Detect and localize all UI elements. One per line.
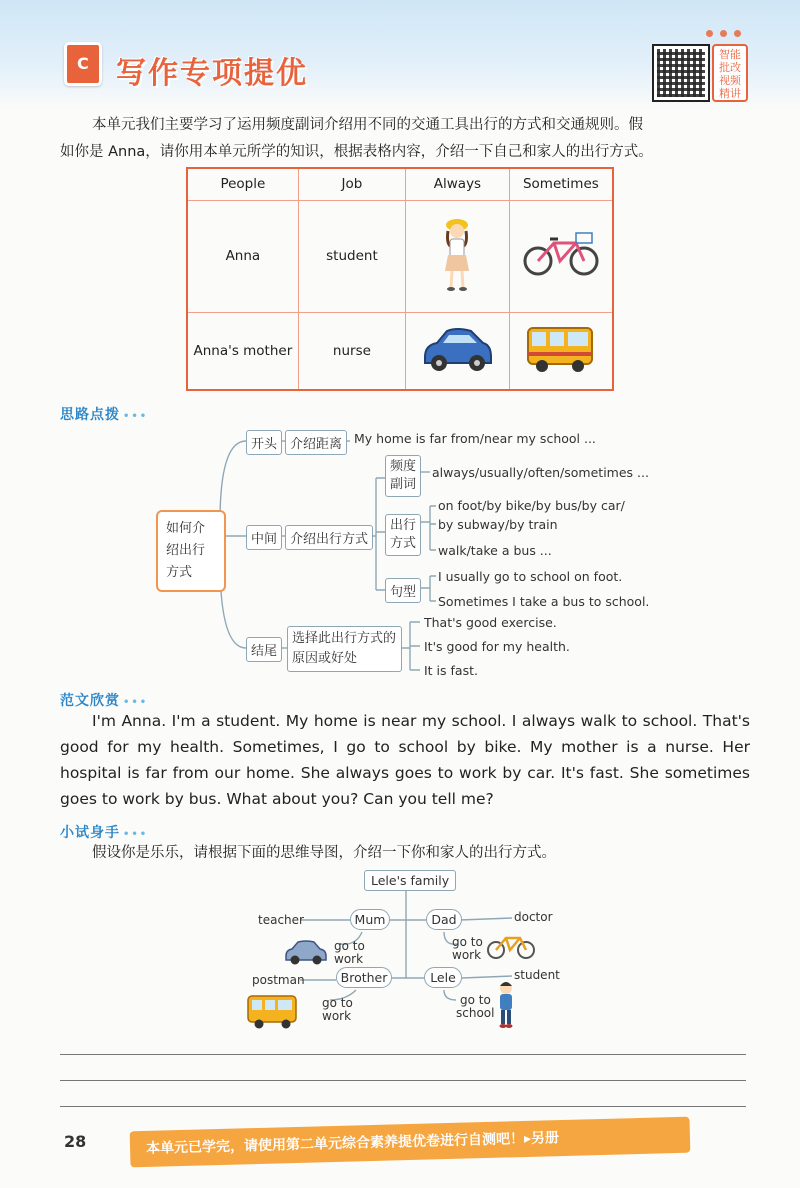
page-title: 写作专项提优 xyxy=(116,56,308,91)
bus-icon xyxy=(524,324,598,374)
mindmap-ending: 结尾 xyxy=(246,637,282,662)
section-model-label: 范文欣赏 xyxy=(60,693,120,709)
family-lele-dest: school xyxy=(456,1006,495,1020)
mindmap-mode-text1: on foot/by bike/by bus/by car/ xyxy=(438,498,625,513)
mindmap-mode: 出行方式 xyxy=(385,514,421,556)
family-brother-dest: work xyxy=(322,1009,352,1023)
writing-line-3[interactable] xyxy=(60,1106,746,1107)
cell-people: Anna xyxy=(187,200,298,312)
col-header-always: Always xyxy=(406,168,510,200)
family-lele-job: student xyxy=(514,968,560,982)
qr-label: 智能批改视频精讲 xyxy=(712,44,748,102)
family-mum-go: go to xyxy=(334,939,365,953)
mum-car-icon xyxy=(284,938,328,966)
car-icon xyxy=(419,323,495,375)
table-row xyxy=(187,312,613,390)
footer-banner: 本单元已学完，请使用第二单元综合素养提优卷进行自测吧！▸另册 xyxy=(130,1117,691,1168)
mindmap-ending-text2: It's good for my health. xyxy=(424,639,570,654)
mindmap-root: 如何介绍出行方式 xyxy=(156,510,226,592)
mindmap-middle-sub: 介绍出行方式 xyxy=(285,525,373,550)
family-mum-dest: work xyxy=(334,952,364,966)
info-table xyxy=(186,167,614,391)
walking-girl-icon xyxy=(437,215,477,293)
mindmap-middle: 中间 xyxy=(246,525,282,550)
mindmap-freq-text: always/usually/often/sometimes ... xyxy=(432,465,649,480)
cell-job: nurse xyxy=(298,312,405,390)
table-header-row xyxy=(187,168,613,200)
practice-prompt: 假设你是乐乐，请根据下面的思维导图，介绍一下你和家人的出行方式。 xyxy=(92,845,556,861)
lele-walking-icon xyxy=(494,980,518,1032)
mindmap-pattern: 句型 xyxy=(385,578,421,603)
decor-dots xyxy=(706,22,748,41)
mindmap-ending-text3: It is fast. xyxy=(424,663,478,678)
page-number: 28 xyxy=(64,1132,87,1151)
mindmap-pattern-text2: Sometimes I take a bus to school. xyxy=(438,594,650,609)
mindmap-mode-text3: walk/take a bus ... xyxy=(438,543,552,558)
family-lele-go: go to xyxy=(460,993,491,1007)
col-header-job: Job xyxy=(298,168,405,200)
mindmap-opening-text: My home is far from/near my school ... xyxy=(354,431,596,446)
book-icon xyxy=(64,42,102,86)
section-try-tag: 小试身手 ••• xyxy=(60,825,149,841)
family-mum: Mum xyxy=(350,909,390,930)
family-dad: Dad xyxy=(426,909,462,930)
mindmap-opening-sub: 介绍距离 xyxy=(285,430,347,455)
section-ideas-tag: 思路点拨 ••• xyxy=(60,407,149,423)
mindmap-freq: 频度副词 xyxy=(385,455,421,497)
bike-icon xyxy=(522,229,600,279)
task-prompt-line1: 本单元我们主要学习了运用频度副词介绍用不同的交通工具出行的方式和交通规则。假 xyxy=(92,117,643,133)
col-header-people: People xyxy=(187,168,298,200)
cell-people: Anna's mother xyxy=(187,312,298,390)
section-try-label: 小试身手 xyxy=(60,825,120,841)
dad-bike-icon xyxy=(486,930,536,962)
model-essay: I'm Anna. I'm a student. My home is near my school. I always walk to school. That's good for my health. Sometimes, I go to school by bike. My mother is a nurse. Her hospital is far from our home. She always goes to work by car. It's fast. She sometimes goes to work by bus. What about you? Can you tell me? xyxy=(60,712,750,808)
table-row xyxy=(187,200,613,312)
family-mum-job: teacher xyxy=(258,913,304,927)
qr-code-icon[interactable] xyxy=(652,44,710,102)
cell-job: student xyxy=(298,200,405,312)
mindmap-opening: 开头 xyxy=(246,430,282,455)
family-dad-job: doctor xyxy=(514,910,553,924)
mindmap-ending-text1: That's good exercise. xyxy=(424,615,557,630)
col-header-sometimes: Sometimes xyxy=(509,168,613,200)
mindmap-pattern-text1: I usually go to school on foot. xyxy=(438,569,623,584)
writing-line-1[interactable] xyxy=(60,1054,746,1055)
family-brother-go: go to xyxy=(322,996,353,1010)
mindmap-mode-text2: by subway/by train xyxy=(438,517,558,532)
section-ideas-label: 思路点拨 xyxy=(60,407,120,423)
mindmap-ending-sub: 选择此出行方式的原因或好处 xyxy=(287,626,402,672)
section-model-tag: 范文欣赏 ••• xyxy=(60,693,149,709)
family-lele: Lele xyxy=(424,967,462,988)
family-dad-go: go to xyxy=(452,935,483,949)
family-brother-job: postman xyxy=(252,973,305,987)
family-dad-dest: work xyxy=(452,948,482,962)
task-prompt-line2: 如你是 Anna，请你用本单元所学的知识，根据表格内容，介绍一下自己和家人的出行方式。 xyxy=(60,144,653,160)
brother-bus-icon xyxy=(246,994,300,1030)
writing-line-2[interactable] xyxy=(60,1080,746,1081)
family-center: Lele's family xyxy=(364,870,456,891)
family-brother: Brother xyxy=(336,967,392,988)
